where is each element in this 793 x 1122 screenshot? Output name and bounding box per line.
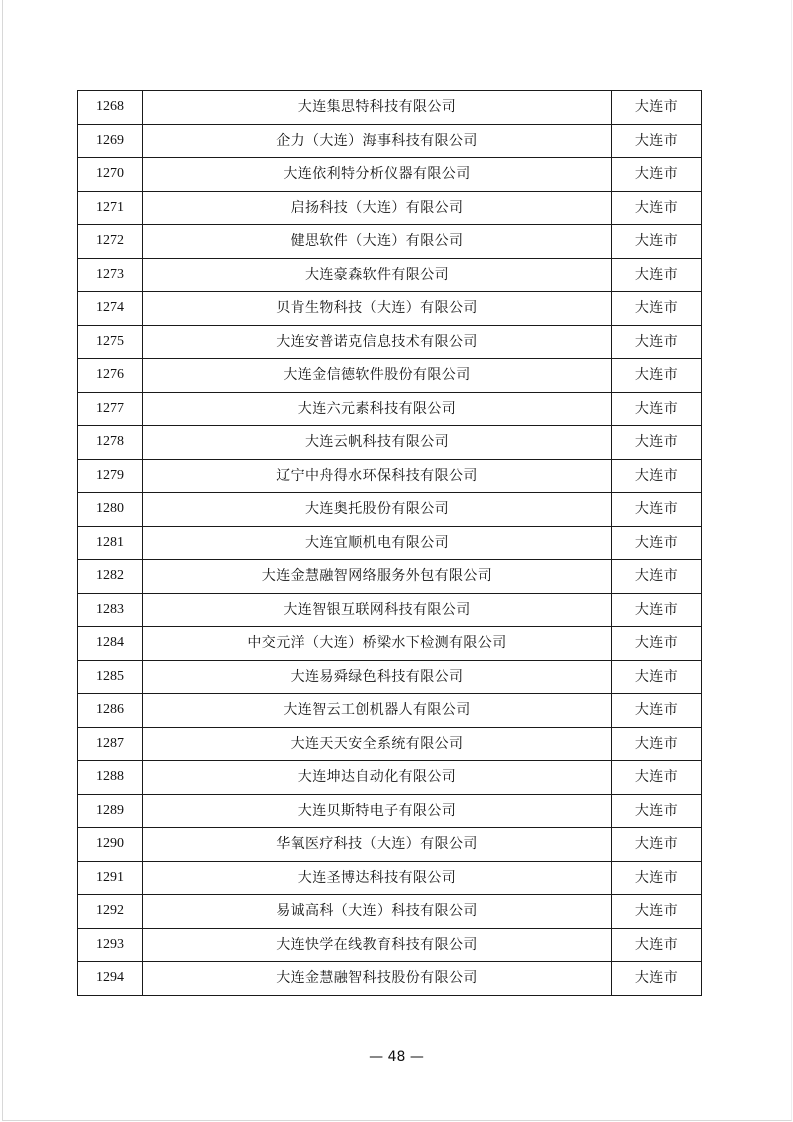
- city-cell: 大连市: [612, 124, 702, 158]
- company-name-cell: 大连云帆科技有限公司: [143, 426, 612, 460]
- city-cell: 大连市: [612, 962, 702, 996]
- city-cell: 大连市: [612, 526, 702, 560]
- table-row: [78, 761, 702, 795]
- company-name-cell: 大连安普诺克信息技术有限公司: [143, 325, 612, 359]
- city-cell: 大连市: [612, 258, 702, 292]
- table-row: [78, 158, 702, 192]
- page-number: — 48 —: [369, 1049, 424, 1065]
- row-number-cell: 1271: [78, 191, 143, 225]
- city-cell: 大连市: [612, 158, 702, 192]
- company-name-cell: 中交元洋（大连）桥梁水下检测有限公司: [143, 627, 612, 661]
- company-name-cell: 大连豪森软件有限公司: [143, 258, 612, 292]
- row-number-cell: 1279: [78, 459, 143, 493]
- row-number-cell: 1294: [78, 962, 143, 996]
- row-number-cell: 1278: [78, 426, 143, 460]
- row-number-cell: 1285: [78, 660, 143, 694]
- company-name-cell: 大连贝斯特电子有限公司: [143, 794, 612, 828]
- row-number-cell: 1292: [78, 895, 143, 929]
- company-name-cell: 大连快学在线教育科技有限公司: [143, 928, 612, 962]
- company-name-cell: 大连智银互联网科技有限公司: [143, 593, 612, 627]
- city-cell: 大连市: [612, 895, 702, 929]
- table-row: [78, 660, 702, 694]
- company-name-cell: 贝肯生物科技（大连）有限公司: [143, 292, 612, 326]
- row-number-cell: 1268: [78, 91, 143, 125]
- city-cell: 大连市: [612, 359, 702, 393]
- table-row: [78, 727, 702, 761]
- row-number-cell: 1286: [78, 694, 143, 728]
- company-name-cell: 大连依利特分析仪器有限公司: [143, 158, 612, 192]
- company-name-cell: 大连宜顺机电有限公司: [143, 526, 612, 560]
- city-cell: 大连市: [612, 493, 702, 527]
- city-cell: 大连市: [612, 928, 702, 962]
- row-number-cell: 1282: [78, 560, 143, 594]
- table-row: [78, 325, 702, 359]
- row-number-cell: 1270: [78, 158, 143, 192]
- table-row: [78, 292, 702, 326]
- city-cell: 大连市: [612, 694, 702, 728]
- table-row: [78, 560, 702, 594]
- row-number-cell: 1269: [78, 124, 143, 158]
- city-cell: 大连市: [612, 459, 702, 493]
- table-row: [78, 794, 702, 828]
- company-name-cell: 大连集思特科技有限公司: [143, 91, 612, 125]
- table-row: [78, 627, 702, 661]
- city-cell: 大连市: [612, 761, 702, 795]
- row-number-cell: 1280: [78, 493, 143, 527]
- table-row: [78, 191, 702, 225]
- table-row: [78, 258, 702, 292]
- table-row: [78, 225, 702, 259]
- row-number-cell: 1290: [78, 828, 143, 862]
- table-row: [78, 392, 702, 426]
- row-number-cell: 1293: [78, 928, 143, 962]
- table-row: [78, 694, 702, 728]
- table-row: [78, 962, 702, 996]
- table-row: [78, 928, 702, 962]
- city-cell: 大连市: [612, 593, 702, 627]
- row-number-cell: 1275: [78, 325, 143, 359]
- table-body: [78, 91, 702, 996]
- table-row: [78, 91, 702, 125]
- city-cell: 大连市: [612, 727, 702, 761]
- city-cell: 大连市: [612, 794, 702, 828]
- company-name-cell: 大连天天安全系统有限公司: [143, 727, 612, 761]
- company-name-cell: 大连坤达自动化有限公司: [143, 761, 612, 795]
- table-row: [78, 828, 702, 862]
- table-row: [78, 459, 702, 493]
- city-cell: 大连市: [612, 292, 702, 326]
- table-row: [78, 493, 702, 527]
- city-cell: 大连市: [612, 828, 702, 862]
- company-name-cell: 大连六元素科技有限公司: [143, 392, 612, 426]
- city-cell: 大连市: [612, 91, 702, 125]
- row-number-cell: 1283: [78, 593, 143, 627]
- company-name-cell: 华氧医疗科技（大连）有限公司: [143, 828, 612, 862]
- company-name-cell: 大连金慧融智科技股份有限公司: [143, 962, 612, 996]
- company-name-cell: 大连圣博达科技有限公司: [143, 861, 612, 895]
- table-row: [78, 895, 702, 929]
- city-cell: 大连市: [612, 225, 702, 259]
- row-number-cell: 1273: [78, 258, 143, 292]
- city-cell: 大连市: [612, 392, 702, 426]
- company-name-cell: 大连奥托股份有限公司: [143, 493, 612, 527]
- company-table: [77, 90, 702, 996]
- company-name-cell: 大连智云工创机器人有限公司: [143, 694, 612, 728]
- company-name-cell: 大连易舜绿色科技有限公司: [143, 660, 612, 694]
- table-row: [78, 359, 702, 393]
- company-name-cell: 辽宁中舟得水环保科技有限公司: [143, 459, 612, 493]
- row-number-cell: 1281: [78, 526, 143, 560]
- city-cell: 大连市: [612, 191, 702, 225]
- row-number-cell: 1284: [78, 627, 143, 661]
- company-name-cell: 健思软件（大连）有限公司: [143, 225, 612, 259]
- row-number-cell: 1272: [78, 225, 143, 259]
- row-number-cell: 1289: [78, 794, 143, 828]
- row-number-cell: 1276: [78, 359, 143, 393]
- table-row: [78, 526, 702, 560]
- company-name-cell: 企力（大连）海事科技有限公司: [143, 124, 612, 158]
- row-number-cell: 1274: [78, 292, 143, 326]
- city-cell: 大连市: [612, 325, 702, 359]
- company-name-cell: 大连金信德软件股份有限公司: [143, 359, 612, 393]
- city-cell: 大连市: [612, 660, 702, 694]
- row-number-cell: 1287: [78, 727, 143, 761]
- table-row: [78, 426, 702, 460]
- row-number-cell: 1291: [78, 861, 143, 895]
- company-name-cell: 大连金慧融智网络服务外包有限公司: [143, 560, 612, 594]
- city-cell: 大连市: [612, 560, 702, 594]
- table-row: [78, 593, 702, 627]
- city-cell: 大连市: [612, 861, 702, 895]
- city-cell: 大连市: [612, 426, 702, 460]
- row-number-cell: 1288: [78, 761, 143, 795]
- company-name-cell: 易诚高科（大连）科技有限公司: [143, 895, 612, 929]
- row-number-cell: 1277: [78, 392, 143, 426]
- table-row: [78, 124, 702, 158]
- table-row: [78, 861, 702, 895]
- city-cell: 大连市: [612, 627, 702, 661]
- company-name-cell: 启扬科技（大连）有限公司: [143, 191, 612, 225]
